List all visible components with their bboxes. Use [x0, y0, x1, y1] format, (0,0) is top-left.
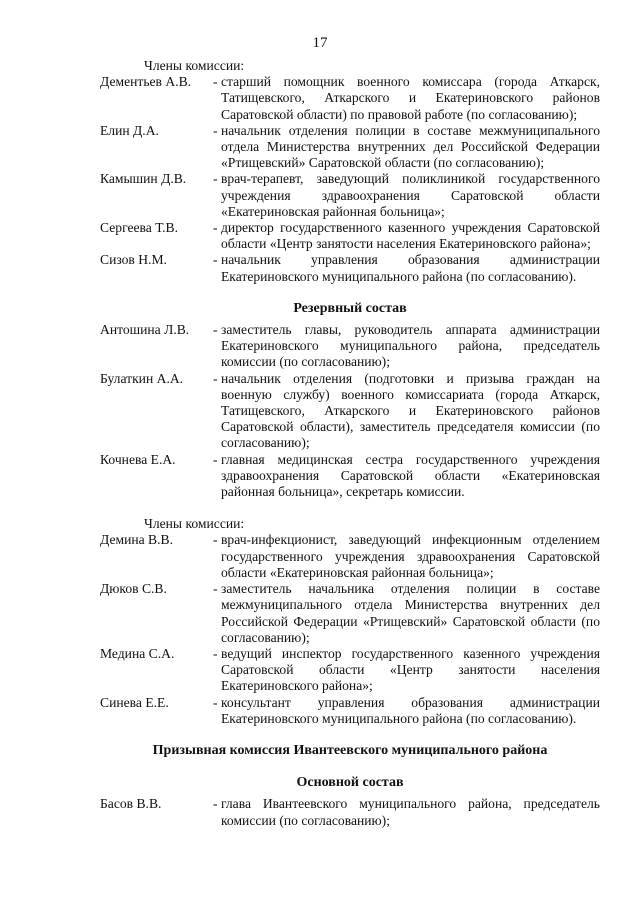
member-entry	[100, 74, 600, 123]
member-description: врач-терапевт, заведующий поликлиникой государственного учреждения здравоохранения Саратовской области «Екатериновская районная больница»;	[221, 171, 600, 219]
section-heading-reserve: Резервный состав	[293, 300, 407, 316]
member-description: начальник управления образования администрации Екатериновского муниципального района (по согласованию).	[221, 252, 600, 284]
dash: -	[213, 451, 218, 467]
section-heading-main: Основной состав	[296, 775, 404, 791]
member-entry	[100, 646, 600, 695]
dash: -	[213, 252, 218, 268]
dash: -	[213, 694, 218, 710]
member-name: Демина В.В.	[100, 532, 173, 548]
member-description: консультант управления образования администрации Екатериновского муниципального района (по согласованию).	[221, 694, 600, 726]
member-description: глава Ивантеевского муниципального района, председатель комиссии (по согласованию);	[221, 796, 600, 828]
member-description: начальник отделения (подготовки и призыва граждан на военную службу) военного комиссариата (города Аткарск, Татищевского, Аткарского и Екатериновского районов Саратовской области), заместитель председателя комиссии (по согласованию);	[221, 370, 600, 451]
member-name: Сизов Н.М.	[100, 252, 167, 268]
member-name: Сергеева Т.В.	[100, 220, 179, 236]
dash: -	[213, 370, 218, 386]
dash: -	[213, 322, 218, 338]
dash: -	[213, 122, 218, 138]
member-entry	[100, 581, 600, 646]
member-description: заместитель начальника отделения полиции в составе межмуниципального отдела Министерства внутренних дел Российской Федерации «Ртищевский» Саратовской области (по согласованию);	[221, 581, 600, 645]
dash: -	[213, 220, 218, 236]
member-entry	[100, 220, 600, 252]
member-name: Дюков С.В.	[100, 581, 167, 597]
member-name: Булаткин А.А.	[100, 370, 184, 386]
member-entry	[100, 532, 600, 581]
member-entry	[100, 371, 600, 452]
member-entry	[100, 252, 600, 284]
member-name: Синева Е.Е.	[100, 694, 169, 710]
member-name: Елин Д.А.	[100, 122, 159, 138]
dash: -	[213, 796, 218, 812]
commission-heading: Призывная комиссия Ивантеевского муниципального района	[152, 742, 548, 758]
subheading-members: Члены комиссии:	[144, 516, 245, 532]
dash: -	[213, 74, 218, 90]
dash: -	[213, 171, 218, 187]
member-description: начальник отделения полиции в составе межмуниципального отдела Министерства внутренних дел Российской Федерации «Ртищевский» Саратовской области (по согласованию);	[221, 122, 600, 171]
member-entry	[100, 452, 600, 501]
dash: -	[213, 581, 218, 597]
member-entry	[100, 123, 600, 172]
member-description: главная медицинская сестра государственного учреждения здравоохранения Саратовской области «Екатериновская районная больница», секретарь комиссии.	[221, 451, 600, 500]
member-description: старший помощник военного комиссара (города Аткарск, Татищевского, Аткарского и Екатериновского районов Саратовской области) по правовой работе (по согласованию);	[221, 74, 600, 122]
member-entry	[100, 171, 600, 220]
member-name: Антошина Л.В.	[100, 322, 190, 338]
member-description: ведущий инспектор государственного казенного учреждения Саратовской области «Центр занятости населения Екатериновского района»;	[221, 645, 600, 694]
member-entry	[100, 322, 600, 371]
dash: -	[213, 645, 218, 661]
member-name: Дементьев А.В.	[100, 74, 192, 90]
member-name: Камышин Д.В.	[100, 171, 187, 187]
member-name: Басов В.В.	[100, 796, 162, 812]
member-description: директор государственного казенного учреждения Саратовской области «Центр занятости населения Екатериновского района»;	[221, 220, 600, 252]
member-entry	[100, 796, 600, 828]
member-name: Медина С.А.	[100, 645, 175, 661]
member-description: заместитель главы, руководитель аппарата администрации Екатериновского муниципального района, председатель комиссии (по согласованию);	[221, 322, 600, 370]
dash: -	[213, 532, 218, 548]
member-description: врач-инфекционист, заведующий инфекционным отделением государственного учреждения здравоохранения Саратовской области «Екатериновская районная больница»;	[221, 532, 600, 580]
page-number: 17	[312, 35, 328, 51]
document-body	[100, 58, 600, 829]
subheading-members: Члены комиссии:	[144, 58, 245, 73]
member-name: Кочнева Е.А.	[100, 451, 176, 467]
member-entry	[100, 695, 600, 727]
